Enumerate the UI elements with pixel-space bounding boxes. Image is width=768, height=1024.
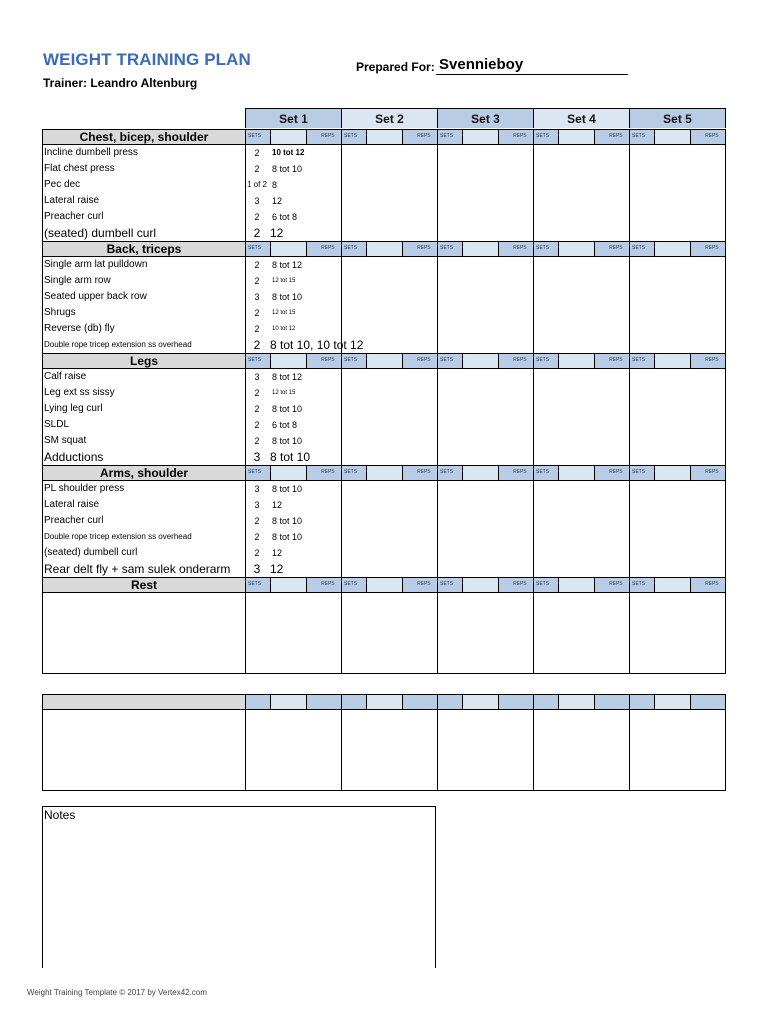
exercise-name[interactable]: (seated) dumbell curl	[44, 547, 138, 558]
sets-label: SETS	[632, 133, 646, 139]
sets-label: SETS	[344, 133, 358, 139]
exercise-name[interactable]: Calf raise	[44, 371, 87, 382]
reps-value[interactable]: 12	[270, 562, 284, 576]
reps-label: REPS	[321, 469, 335, 475]
grid-line	[245, 710, 246, 790]
grid-line	[245, 481, 246, 577]
sets-cell	[437, 694, 463, 710]
grid-line	[725, 481, 726, 577]
reps-value[interactable]: 8 tot 12	[272, 260, 303, 270]
grid-line	[725, 369, 726, 465]
exercise-name[interactable]: Flat chest press	[44, 163, 115, 174]
grid-line	[341, 593, 342, 673]
blank-cell	[463, 241, 499, 257]
grid-line	[341, 710, 342, 790]
sets-value[interactable]: 2	[254, 388, 260, 398]
exercise-name[interactable]: Adductions	[44, 450, 104, 464]
reps-value[interactable]: 12 tot 15	[272, 278, 296, 284]
reps-value[interactable]: 10 tot 12	[272, 326, 296, 332]
blank-cell	[463, 694, 499, 710]
reps-value[interactable]: 12 tot 15	[272, 390, 296, 396]
blank-cell	[559, 353, 595, 369]
section-header-legs: Legs	[42, 353, 246, 369]
grid-line	[42, 593, 43, 673]
blank-cell	[655, 577, 691, 593]
sets-cell	[341, 694, 367, 710]
blank-cell	[463, 465, 499, 481]
sets-label: SETS	[248, 357, 262, 363]
sets-label: SETS	[440, 581, 454, 587]
reps-label: REPS	[321, 581, 335, 587]
grid-line	[42, 145, 43, 241]
reps-value[interactable]: 12	[272, 500, 283, 510]
sets-label: SETS	[536, 133, 550, 139]
blank-cell	[271, 241, 307, 257]
grid-line	[629, 369, 630, 465]
exercise-name[interactable]: Single arm lat pulldown	[44, 259, 148, 270]
exercise-name[interactable]: SLDL	[44, 419, 70, 430]
blank-cell	[367, 353, 403, 369]
blank-cell	[367, 465, 403, 481]
exercise-name[interactable]: Preacher curl	[44, 211, 104, 222]
blank-cell	[655, 694, 691, 710]
reps-label: REPS	[705, 469, 719, 475]
sets-label: SETS	[344, 469, 358, 475]
exercise-name[interactable]: Seated upper back row	[44, 291, 147, 302]
set-header-1: Set 1	[245, 108, 342, 128]
section-header-chest-bicep-shoulder: Chest, bicep, shoulder	[42, 129, 246, 145]
sets-value[interactable]: 3	[253, 562, 261, 576]
reps-value[interactable]: 10 tot 12	[272, 148, 305, 157]
set-header-4: Set 4	[533, 108, 630, 128]
exercise-name[interactable]: Incline dumbell press	[44, 147, 138, 158]
blank-cell	[655, 353, 691, 369]
blank-cell	[559, 129, 595, 145]
blank-cell	[559, 241, 595, 257]
blank-cell	[463, 129, 499, 145]
sets-label: SETS	[248, 133, 262, 139]
grid-line	[533, 710, 534, 790]
reps-value[interactable]: 6 tot 8	[272, 212, 298, 222]
reps-label: REPS	[321, 245, 335, 251]
exercise-name[interactable]: Double rope tricep extension ss overhead	[44, 532, 192, 541]
reps-label: REPS	[705, 357, 719, 363]
reps-value[interactable]: 8 tot 10	[272, 404, 303, 414]
grid-line	[42, 481, 43, 577]
grid-line	[245, 145, 246, 241]
reps-label: REPS	[417, 245, 431, 251]
sets-label: SETS	[440, 245, 454, 251]
exercise-name[interactable]: (seated) dumbell curl	[44, 226, 157, 240]
grid-line	[341, 257, 342, 353]
reps-label: REPS	[321, 357, 335, 363]
reps-value[interactable]: 8 tot 10	[270, 450, 311, 464]
blank-cell	[367, 694, 403, 710]
exercise-name[interactable]: Rear delt fly + sam sulek onderarm	[44, 562, 231, 576]
sets-value[interactable]: 2	[254, 516, 260, 526]
sets-value[interactable]: 1 of 2	[246, 180, 267, 189]
sets-value[interactable]: 2	[254, 148, 260, 158]
exercise-name[interactable]: Leg ext ss sissy	[44, 387, 115, 398]
section-header-arms-shoulder: Arms, shoulder	[42, 465, 246, 481]
exercise-name[interactable]: Lateral raise	[44, 195, 100, 206]
reps-label: REPS	[513, 357, 527, 363]
grid-line	[533, 593, 534, 673]
page-title: WEIGHT TRAINING PLAN	[43, 50, 251, 69]
exercise-name[interactable]: Shrugs	[44, 307, 76, 318]
grid-line	[341, 481, 342, 577]
section-bottom-line	[42, 673, 726, 674]
reps-value[interactable]: 8 tot 10	[272, 516, 303, 526]
reps-label: REPS	[705, 133, 719, 139]
reps-label: REPS	[513, 245, 527, 251]
exercise-name[interactable]: PL shoulder press	[44, 483, 125, 494]
reps-value[interactable]: 12	[270, 226, 284, 240]
reps-label: REPS	[609, 245, 623, 251]
sets-value[interactable]: 3	[254, 292, 260, 302]
blank-cell	[655, 129, 691, 145]
sets-value[interactable]: 2	[254, 308, 260, 318]
reps-value[interactable]: 8 tot 10	[272, 292, 303, 302]
set-header-2: Set 2	[341, 108, 438, 128]
sets-cell	[629, 694, 655, 710]
reps-label: REPS	[417, 469, 431, 475]
reps-cell	[307, 694, 342, 710]
notes-label: Notes	[44, 808, 76, 822]
trainer-name: Trainer: Leandro Altenburg	[43, 76, 198, 90]
grid-line	[245, 369, 246, 465]
section-header-blank	[42, 694, 246, 710]
reps-cell	[403, 694, 438, 710]
sets-cell	[533, 694, 559, 710]
grid-line	[42, 369, 43, 465]
sets-value[interactable]: 2	[254, 404, 260, 414]
grid-line	[245, 257, 246, 353]
sets-value[interactable]: 3	[254, 484, 260, 494]
grid-line	[533, 257, 534, 353]
grid-line	[629, 481, 630, 577]
blank-cell	[367, 241, 403, 257]
exercise-name[interactable]: SM squat	[44, 435, 87, 446]
reps-value[interactable]: 8 tot 12	[272, 372, 303, 382]
reps-value[interactable]: 8 tot 10	[272, 436, 303, 446]
grid-line	[42, 710, 43, 790]
sets-value[interactable]: 2	[254, 212, 260, 222]
sets-label: SETS	[248, 245, 262, 251]
sets-label: SETS	[344, 357, 358, 363]
sets-cell	[245, 694, 271, 710]
grid-line	[437, 369, 438, 465]
sets-value[interactable]: 2	[254, 164, 260, 174]
grid-line	[341, 369, 342, 465]
set-header-3: Set 3	[437, 108, 534, 128]
exercise-name[interactable]: Single arm row	[44, 275, 111, 286]
reps-value[interactable]: 8 tot 10, 10 tot 12	[270, 338, 364, 352]
exercise-name[interactable]: Lateral raise	[44, 499, 100, 510]
reps-value[interactable]: 8 tot 10	[272, 164, 303, 174]
sets-label: SETS	[536, 581, 550, 587]
blank-cell	[655, 241, 691, 257]
grid-line	[245, 593, 246, 673]
reps-value[interactable]: 8	[272, 180, 278, 190]
exercise-name[interactable]: Lying leg curl	[44, 403, 103, 414]
grid-line	[437, 257, 438, 353]
reps-label: REPS	[513, 581, 527, 587]
section-header-back-triceps: Back, triceps	[42, 241, 246, 257]
reps-label: REPS	[609, 357, 623, 363]
sets-value[interactable]: 2	[254, 260, 260, 270]
reps-value[interactable]: 6 tot 8	[272, 420, 298, 430]
sets-label: SETS	[536, 357, 550, 363]
reps-value[interactable]: 12	[272, 548, 283, 558]
reps-value[interactable]: 8 tot 10	[272, 532, 303, 542]
sets-value[interactable]: 2	[254, 324, 260, 334]
reps-label: REPS	[513, 469, 527, 475]
reps-label: REPS	[321, 133, 335, 139]
sets-label: SETS	[248, 581, 262, 587]
set-header-5: Set 5	[629, 108, 726, 128]
grid-line	[725, 593, 726, 673]
sets-label: SETS	[536, 245, 550, 251]
reps-label: REPS	[417, 357, 431, 363]
grid-line	[629, 257, 630, 353]
reps-label: REPS	[417, 133, 431, 139]
sets-label: SETS	[632, 245, 646, 251]
sets-label: SETS	[440, 357, 454, 363]
blank-cell	[559, 577, 595, 593]
sets-label: SETS	[632, 581, 646, 587]
sets-value[interactable]: 2	[254, 548, 260, 558]
reps-label: REPS	[609, 469, 623, 475]
grid-line	[42, 257, 43, 353]
reps-label: REPS	[705, 245, 719, 251]
blank-section-bottom-line	[42, 790, 726, 791]
grid-line	[629, 710, 630, 790]
blank-cell	[271, 465, 307, 481]
exercise-name[interactable]: Preacher curl	[44, 515, 104, 526]
reps-cell	[499, 694, 534, 710]
sets-label: SETS	[248, 469, 262, 475]
grid-line	[437, 145, 438, 241]
grid-line	[437, 481, 438, 577]
sets-value[interactable]: 2	[253, 338, 261, 352]
reps-label: REPS	[513, 133, 527, 139]
grid-line	[533, 145, 534, 241]
sets-value[interactable]: 3	[254, 196, 260, 206]
exercise-name[interactable]: Double rope tricep extension ss overhead	[44, 340, 192, 349]
grid-line	[437, 710, 438, 790]
sets-value[interactable]: 3	[254, 500, 260, 510]
sets-value[interactable]: 2	[254, 420, 260, 430]
blank-cell	[271, 694, 307, 710]
blank-cell	[367, 577, 403, 593]
sets-value[interactable]: 2	[253, 226, 261, 240]
blank-cell	[559, 694, 595, 710]
sets-label: SETS	[440, 469, 454, 475]
sets-value[interactable]: 3	[253, 450, 261, 464]
sets-label: SETS	[632, 357, 646, 363]
reps-value[interactable]: 8 tot 10	[272, 484, 303, 494]
grid-line	[533, 369, 534, 465]
reps-value[interactable]: 12	[272, 196, 283, 206]
sets-label: SETS	[536, 469, 550, 475]
reps-label: REPS	[417, 581, 431, 587]
reps-label: REPS	[609, 133, 623, 139]
prepared-for-label: Prepared For:	[356, 60, 435, 74]
sets-label: SETS	[344, 245, 358, 251]
grid-line	[629, 593, 630, 673]
reps-cell	[595, 694, 630, 710]
grid-line	[725, 257, 726, 353]
reps-label: REPS	[705, 581, 719, 587]
exercise-name[interactable]: Pec dec	[44, 179, 81, 190]
blank-cell	[367, 129, 403, 145]
exercise-name[interactable]: Reverse (db) fly	[44, 323, 115, 334]
notes-box[interactable]	[42, 806, 436, 968]
blank-cell	[655, 465, 691, 481]
reps-cell	[691, 694, 726, 710]
sets-label: SETS	[344, 581, 358, 587]
grid-line	[725, 145, 726, 241]
sets-label: SETS	[632, 469, 646, 475]
grid-line	[725, 710, 726, 790]
reps-label: REPS	[609, 581, 623, 587]
sets-value[interactable]: 3	[254, 372, 260, 382]
blank-cell	[271, 353, 307, 369]
grid-line	[629, 145, 630, 241]
sets-value[interactable]: 2	[254, 436, 260, 446]
sets-label: SETS	[440, 133, 454, 139]
blank-cell	[463, 353, 499, 369]
blank-cell	[463, 577, 499, 593]
grid-line	[341, 145, 342, 241]
prepared-for-value[interactable]: Svennieboy	[439, 56, 524, 73]
sets-value[interactable]: 2	[254, 276, 260, 286]
sets-value[interactable]: 2	[254, 532, 260, 542]
reps-value[interactable]: 12 tot 15	[272, 310, 296, 316]
grid-line	[533, 481, 534, 577]
footer-copyright: Weight Training Template © 2017 by Vertex42.com	[27, 988, 207, 997]
section-header-rest: Rest	[42, 577, 246, 593]
blank-cell	[271, 577, 307, 593]
blank-cell	[271, 129, 307, 145]
grid-line	[437, 593, 438, 673]
blank-cell	[559, 465, 595, 481]
